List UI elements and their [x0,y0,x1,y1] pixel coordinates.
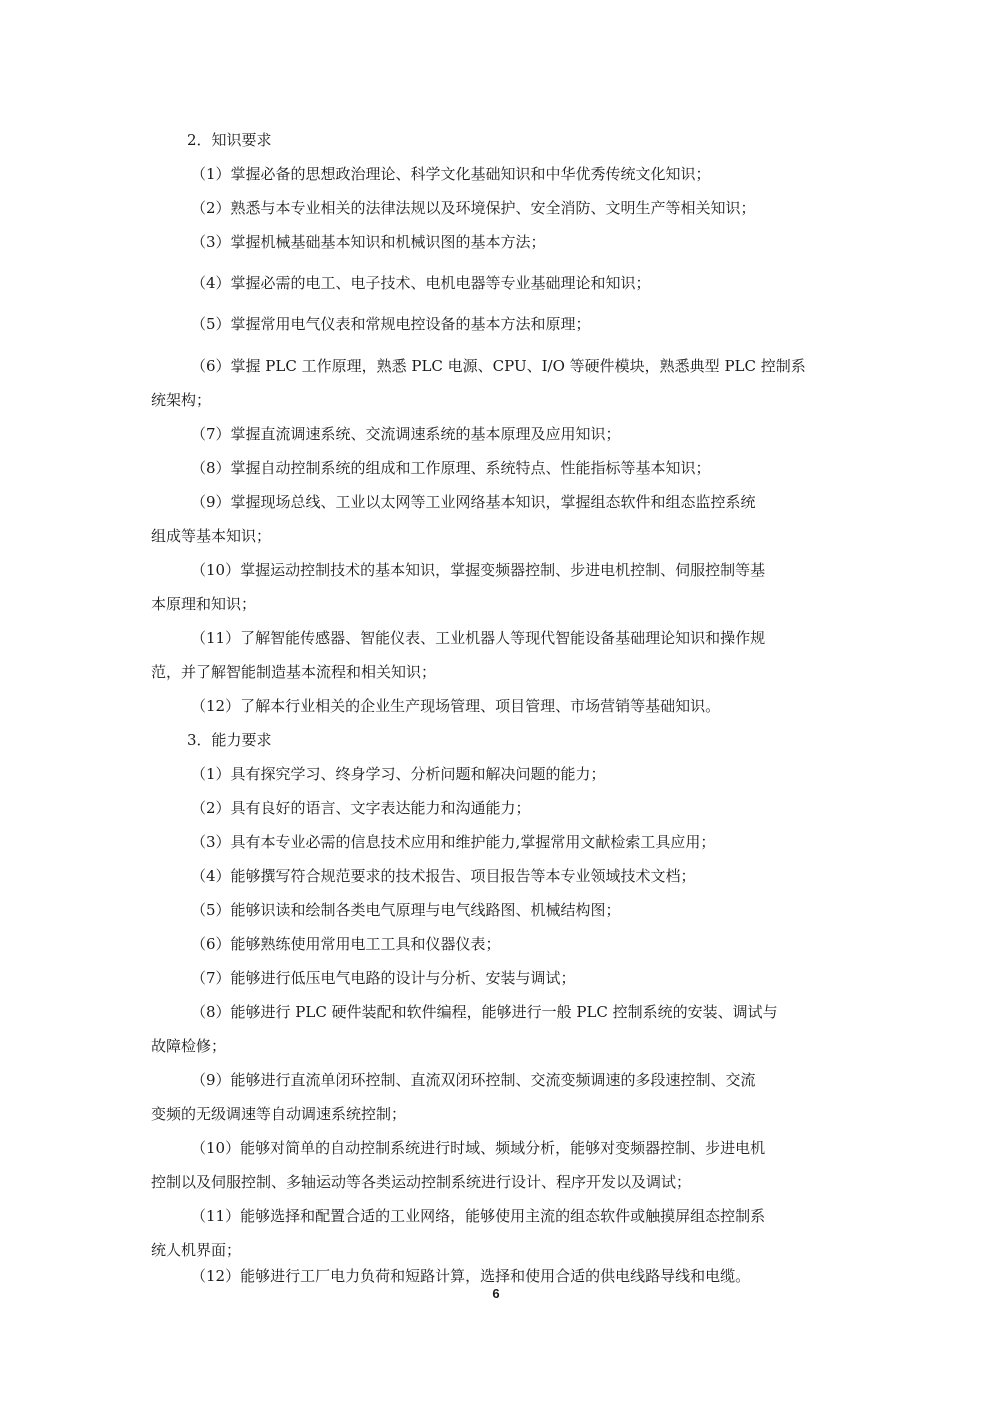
list-item: （1）掌握必备的思想政治理论、科学文化基础知识和中华优秀传统文化知识； [191,165,711,183]
list-item-continuation: 统架构； [151,391,212,409]
list-item: （5）掌握常用电气仪表和常规电控设备的基本方法和原理； [191,315,591,333]
list-item-continuation: 组成等基本知识； [151,527,272,545]
page-number: 6 [492,1286,500,1301]
list-item: （9）掌握现场总线、工业以太网等工业网络基本知识，掌握组态软件和组态监控系统 [191,493,756,511]
list-item-continuation: 控制以及伺服控制、多轴运动等各类运动控制系统进行设计、程序开发以及调试； [151,1173,692,1191]
list-item: （12）了解本行业相关的企业生产现场管理、项目管理、市场营销等基础知识。 [191,697,721,715]
list-item: （10）掌握运动控制技术的基本知识，掌握变频器控制、步进电机控制、伺服控制等基 [191,561,766,579]
list-item: （2）具有良好的语言、文字表达能力和沟通能力； [191,799,531,817]
list-item: （9）能够进行直流单闭环控制、直流双闭环控制、交流变频调速的多段速控制、交流 [191,1071,756,1089]
list-item: （8）掌握自动控制系统的组成和工作原理、系统特点、性能指标等基本知识； [191,459,711,477]
section-heading-knowledge: 2．知识要求 [187,131,272,149]
list-item-continuation: 故障检修； [151,1037,227,1055]
list-item: （6）能够熟练使用常用电工工具和仪器仪表； [191,935,501,953]
list-item: （11）能够选择和配置合适的工业网络，能够使用主流的组态软件或触摸屏组态控制系 [191,1207,766,1225]
list-item: （10）能够对简单的自动控制系统进行时域、频域分析，能够对变频器控制、步进电机 [191,1139,766,1157]
list-item: （7）能够进行低压电气电路的设计与分析、安装与调试； [191,969,576,987]
section-heading-ability: 3．能力要求 [187,731,272,749]
list-item: （8）能够进行 PLC 硬件装配和软件编程，能够进行一般 PLC 控制系统的安装、调试与 [191,1003,778,1021]
list-item: （5）能够识读和绘制各类电气原理与电气线路图、机械结构图； [191,901,621,919]
list-item: （2）熟悉与本专业相关的法律法规以及环境保护、安全消防、文明生产等相关知识； [191,199,756,217]
list-item: （6）掌握 PLC 工作原理，熟悉 PLC 电源、CPU、I/O 等硬件模块，熟悉典型 PLC 控制系 [191,357,806,375]
list-item: （1）具有探究学习、终身学习、分析问题和解决问题的能力； [191,765,606,783]
list-item-continuation: 范，并了解智能制造基本流程和相关知识； [151,663,437,681]
list-item-continuation: 本原理和知识； [151,595,257,613]
list-item: （3）具有本专业必需的信息技术应用和维护能力,掌握常用文献检索工具应用； [191,833,716,851]
list-item-continuation: 变频的无级调速等自动调速系统控制； [151,1105,407,1123]
list-item: （4）掌握必需的电工、电子技术、电机电器等专业基础理论和知识； [191,274,651,292]
list-item: （4）能够撰写符合规范要求的技术报告、项目报告等本专业领域技术文档； [191,867,696,885]
list-item: （7）掌握直流调速系统、交流调速系统的基本原理及应用知识； [191,425,621,443]
list-item: （12）能够进行工厂电力负荷和短路计算，选择和使用合适的供电线路导线和电缆。 [191,1267,751,1285]
list-item: （11）了解智能传感器、智能仪表、工业机器人等现代智能设备基础理论知识和操作规 [191,629,766,647]
list-item: （3）掌握机械基础基本知识和机械识图的基本方法； [191,233,546,251]
list-item-continuation: 统人机界面； [151,1241,242,1259]
